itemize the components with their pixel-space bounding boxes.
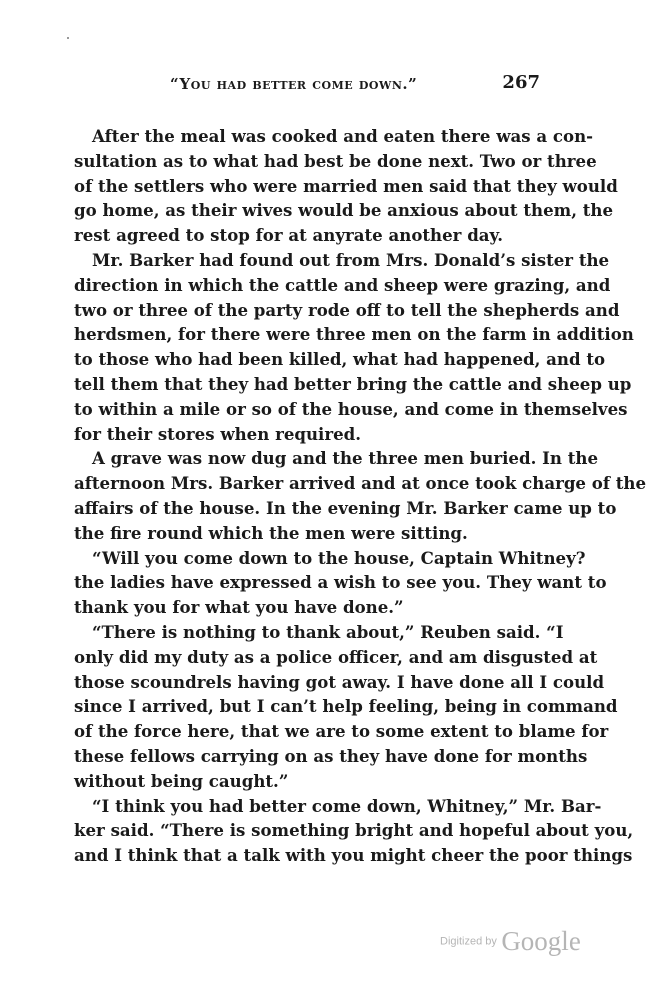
body-text [74,124,647,868]
text-line: “There is nothing to thank about,” Reuben said. “I [92,621,564,642]
text-line: A grave was now dug and the three men buried. In the [92,448,599,469]
text-line: for their stores when required. [74,423,362,444]
text-line: thank you for what you have done.” [74,597,404,618]
page-number: 267 [502,72,540,93]
running-title: “You had better come down.” [170,75,418,93]
text-line: ker said. “There is something bright and hopeful about you, [74,820,634,841]
text-line: the fire round which the men were sitting. [74,522,468,543]
text-line: go home, as their wives would be anxious about them, the [74,200,614,221]
text-line: Mr. Barker had found out from Mrs. Donald’s sister the [92,249,610,270]
text-line: After the meal was cooked and eaten there was a con- [92,126,594,146]
text-line: “Will you come down to the house, Captain Whitney? [92,547,586,568]
text-line: sultation as to what had best be done next. Two or three [74,150,597,171]
digitized-by-google-watermark: Digitized by Google [440,926,581,956]
text-line: “I think you had better come down, Whitney,” Mr. Bar- [92,795,602,816]
page-header [150,73,540,97]
text-line: direction in which the cattle and sheep were grazing, and [74,274,611,295]
text-line: only did my duty as a police officer, and am disgusted at [74,646,598,667]
text-line: to within a mile or so of the house, and come in themselves [74,398,628,419]
scan-speck [67,37,69,39]
text-line: these fellows carrying on as they have done for months [74,745,588,766]
text-line: of the settlers who were married men said that they would [74,175,618,196]
text-line: and I think that a talk with you might cheer the poor things [74,845,633,866]
text-line: herdsmen, for there were three men on the farm in addition [74,324,634,345]
text-line: rest agreed to stop for at anyrate another day. [74,225,504,246]
text-line: those scoundrels having got away. I have done all I could [74,671,605,692]
text-line: afternoon Mrs. Barker arrived and at once took charge of the [74,473,647,494]
text-line: the ladies have expressed a wish to see you. They want to [74,572,607,593]
text-line: two or three of the party rode off to tell the shepherds and [74,299,620,320]
text-line: affairs of the house. In the evening Mr. Barker came up to [74,497,617,518]
text-line: of the force here, that we are to some extent to blame for [74,721,609,742]
text-line: tell them that they had better bring the cattle and sheep up [74,373,632,394]
text-line: since I arrived, but I can’t help feeling, being in command [74,696,618,717]
text-line: to those who had been killed, what had happened, and to [74,349,606,370]
text-line: without being caught.” [74,770,289,791]
